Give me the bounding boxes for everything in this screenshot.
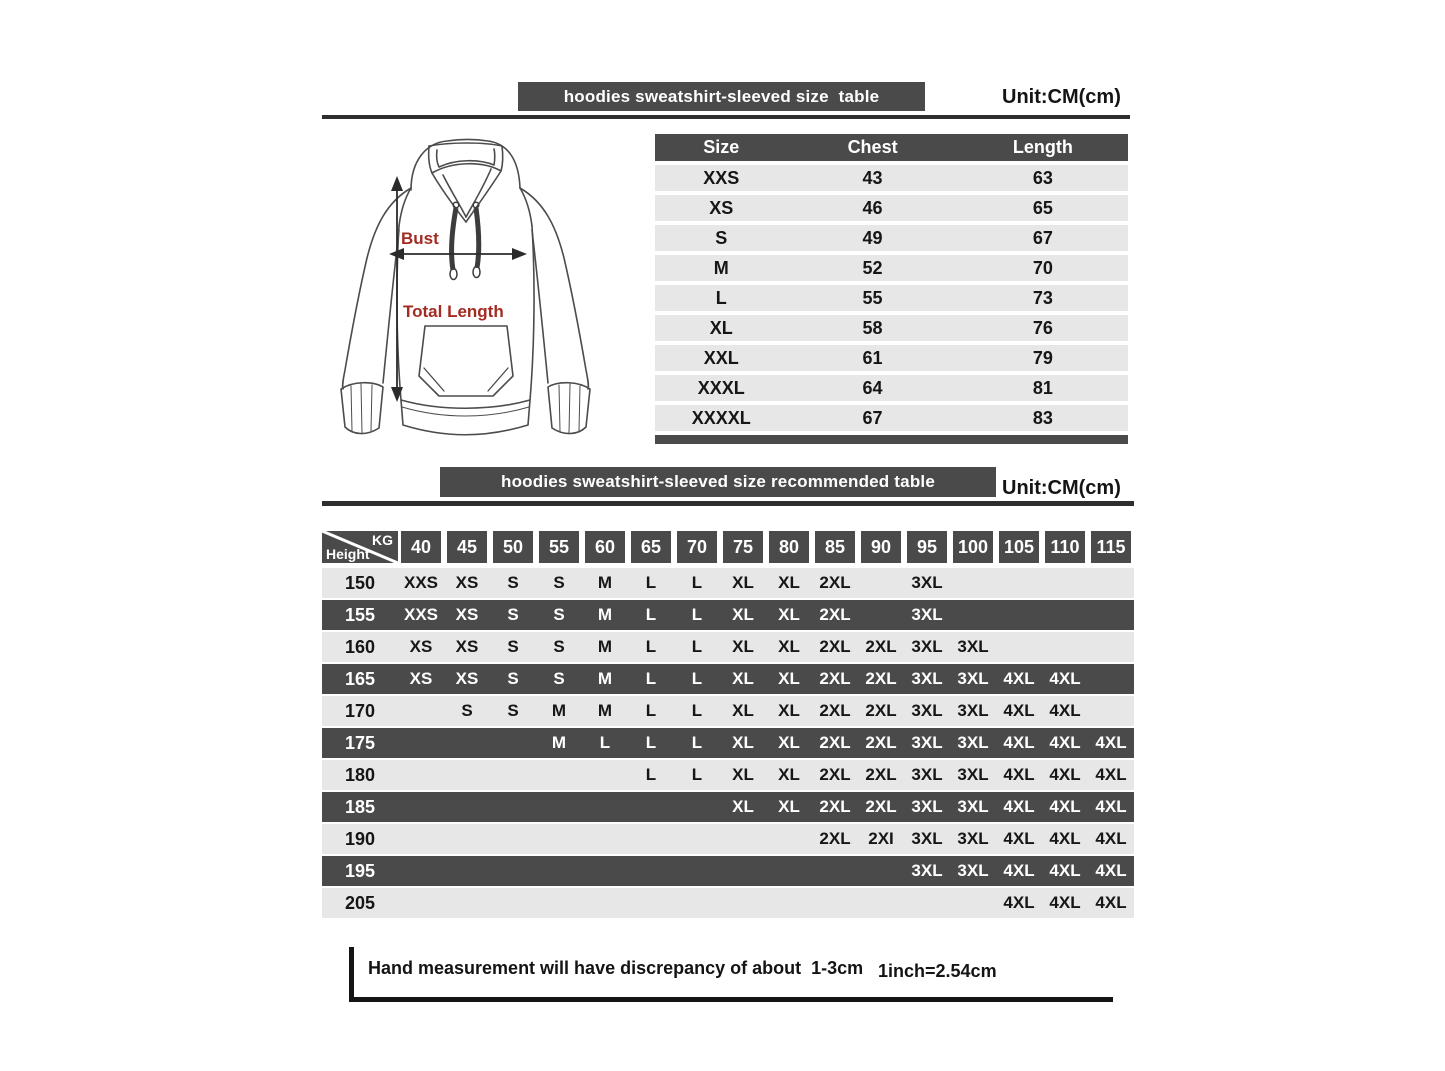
matrix-size-cell: M: [597, 573, 613, 592]
matrix-size-cell: XL: [778, 573, 800, 592]
matrix-height-label: 150: [344, 572, 376, 593]
matrix-size-cell: XL: [732, 637, 754, 656]
matrix-size-cell: 2XL: [819, 733, 851, 752]
matrix-body: [322, 568, 1134, 918]
matrix-row-height-165: [322, 664, 1134, 694]
matrix-size-cell: L: [645, 637, 657, 656]
size-table-cell-size: XXXL: [697, 377, 745, 398]
size-table-row: [655, 375, 1128, 401]
matrix-size-cell: XL: [778, 637, 800, 656]
recommended-table: [322, 531, 1134, 920]
matrix-size-cell: XL: [732, 701, 754, 720]
matrix-size-cell: S: [553, 605, 565, 624]
matrix-row-height-175: [322, 728, 1134, 758]
size-table-cell-chest: 43: [862, 167, 883, 188]
matrix-size-cell: M: [597, 701, 613, 720]
matrix-row-height-170: [322, 696, 1134, 726]
matrix-size-cell: L: [691, 637, 703, 656]
matrix-corner-cell: [322, 531, 398, 563]
matrix-height-label: 165: [344, 668, 376, 689]
matrix-size-cell: M: [597, 637, 613, 656]
weight-header-cell: 55: [539, 531, 579, 563]
size-table-cell-length: 73: [1032, 287, 1053, 308]
weight-header-cell: 80: [769, 531, 809, 563]
matrix-size-cell: 2XL: [865, 701, 897, 720]
size-table-row: [655, 255, 1128, 281]
matrix-size-cell: XL: [732, 573, 754, 592]
matrix-size-cell: 3XL: [911, 765, 943, 784]
matrix-size-cell: 4XL: [1095, 861, 1127, 880]
matrix-size-cell: 3XL: [911, 829, 943, 848]
matrix-size-cell: 2XL: [819, 829, 851, 848]
matrix-size-cell: XL: [778, 733, 800, 752]
matrix-size-cell: XL: [732, 797, 754, 816]
matrix-height-label: 170: [344, 700, 376, 721]
matrix-size-cell: L: [645, 605, 657, 624]
recommended-table-title-bar: [440, 467, 996, 497]
matrix-size-cell: XL: [732, 733, 754, 752]
size-column-header: Size: [703, 137, 740, 157]
size-table-cell-size: XXXXL: [691, 407, 751, 428]
matrix-size-cell: S: [507, 605, 519, 624]
weight-header-cell: 115: [1091, 531, 1131, 563]
size-table-cell-chest: 52: [862, 257, 883, 278]
matrix-size-cell: XL: [778, 701, 800, 720]
size-table-body: [655, 165, 1128, 431]
matrix-size-cell: L: [691, 765, 703, 784]
hoodie-outline: [341, 140, 590, 435]
weight-header-cell: 90: [861, 531, 901, 563]
chest-column-header: Chest: [847, 137, 898, 157]
matrix-size-cell: M: [597, 669, 613, 688]
size-table-row: [655, 405, 1128, 431]
matrix-size-cell: 4XL: [1095, 797, 1127, 816]
unit-label-1: Unit:CM(cm): [1002, 86, 1121, 108]
size-table-row: [655, 225, 1128, 251]
matrix-size-cell: XXS: [403, 573, 439, 592]
size-table-cell-size: XL: [709, 317, 733, 338]
size-table: [655, 134, 1128, 444]
size-table-row: [655, 315, 1128, 341]
matrix-height-label: 185: [344, 796, 376, 817]
matrix-height-label: 195: [344, 860, 376, 881]
size-table-row: [655, 195, 1128, 221]
size-table-row: [655, 165, 1128, 191]
size-table-title-bar: [518, 82, 925, 111]
size-table-cell-size: L: [715, 287, 727, 308]
measurement-note: Hand measurement will have discrepancy of about 1-3cm: [368, 958, 864, 978]
matrix-size-cell: XS: [455, 669, 479, 688]
matrix-size-cell: S: [553, 573, 565, 592]
size-table-cell-size: M: [713, 257, 729, 278]
matrix-size-cell: 2XL: [819, 797, 851, 816]
matrix-size-cell: S: [507, 573, 519, 592]
matrix-size-cell: 3XL: [957, 765, 989, 784]
matrix-size-cell: 2XL: [819, 765, 851, 784]
size-table-cell-length: 76: [1032, 317, 1053, 338]
matrix-size-cell: 2XL: [865, 765, 897, 784]
matrix-size-cell: 4XL: [1003, 893, 1035, 912]
size-table-cell-chest: 58: [862, 317, 883, 338]
weight-header-cell: 110: [1045, 531, 1085, 563]
matrix-size-cell: 3XL: [911, 573, 943, 592]
matrix-weight-header: [322, 531, 1134, 563]
matrix-size-cell: 4XL: [1049, 797, 1081, 816]
matrix-size-cell: 3XL: [911, 733, 943, 752]
matrix-height-label: 190: [344, 828, 376, 849]
matrix-size-cell: L: [645, 669, 657, 688]
unit-label-2: Unit:CM(cm): [1002, 477, 1121, 499]
matrix-size-cell: S: [553, 669, 565, 688]
divider-2: [322, 501, 1134, 506]
length-column-header: Length: [1012, 137, 1073, 157]
matrix-size-cell: 4XL: [1049, 829, 1081, 848]
bust-arrow: [389, 248, 527, 260]
matrix-height-label: 175: [344, 732, 376, 753]
footer-left-bar: [349, 947, 354, 1002]
matrix-size-cell: 4XL: [1095, 733, 1127, 752]
matrix-row-height-180: [322, 760, 1134, 790]
matrix-size-cell: XS: [455, 605, 479, 624]
size-table-cell-length: 65: [1032, 197, 1053, 218]
weight-header-cell: 70: [677, 531, 717, 563]
size-table-cell-size: XXS: [703, 167, 740, 188]
size-table-cell-chest: 67: [862, 407, 883, 428]
matrix-size-cell: 3XL: [957, 637, 989, 656]
weight-header-cell: 45: [447, 531, 487, 563]
matrix-size-cell: 2XL: [819, 669, 851, 688]
recommended-table-title: hoodies sweatshirt-sleeved size recommended table: [500, 472, 935, 491]
matrix-size-cell: 4XL: [1003, 861, 1035, 880]
matrix-size-cell: 4XL: [1095, 829, 1127, 848]
hoodie-measurement-diagram: [325, 130, 610, 460]
matrix-size-cell: XS: [455, 573, 479, 592]
matrix-size-cell: L: [691, 733, 703, 752]
matrix-size-cell: 2XL: [865, 733, 897, 752]
matrix-size-cell: XL: [732, 669, 754, 688]
matrix-height-label: 160: [344, 636, 376, 657]
matrix-size-cell: L: [645, 701, 657, 720]
matrix-row-height-195: [322, 856, 1134, 886]
matrix-size-cell: 4XL: [1003, 733, 1035, 752]
size-table-cell-chest: 61: [862, 347, 883, 368]
matrix-row-height-185: [322, 792, 1134, 822]
matrix-size-cell: 4XL: [1049, 701, 1081, 720]
inch-conversion-note: 1inch=2.54cm: [878, 961, 997, 981]
matrix-size-cell: 3XL: [957, 797, 989, 816]
matrix-size-cell: XL: [778, 765, 800, 784]
matrix-size-cell: S: [553, 637, 565, 656]
matrix-size-cell: 2XL: [819, 605, 851, 624]
matrix-size-cell: 3XL: [911, 605, 943, 624]
matrix-size-cell: L: [691, 605, 703, 624]
matrix-row-height-190: [322, 824, 1134, 854]
matrix-size-cell: M: [597, 605, 613, 624]
weight-header-cell: 50: [493, 531, 533, 563]
matrix-size-cell: 4XL: [1049, 765, 1081, 784]
matrix-size-cell: S: [461, 701, 473, 720]
matrix-height-label: 180: [344, 764, 376, 785]
matrix-size-cell: XL: [732, 605, 754, 624]
total-length-label: Total Length: [403, 302, 504, 321]
matrix-size-cell: XS: [409, 669, 433, 688]
size-table-cell-chest: 49: [862, 227, 883, 248]
size-table-cell-chest: 55: [862, 287, 883, 308]
matrix-size-cell: 4XL: [1003, 797, 1035, 816]
matrix-size-cell: 2XL: [865, 797, 897, 816]
matrix-size-cell: M: [551, 733, 567, 752]
size-table-cell-length: 79: [1032, 347, 1053, 368]
matrix-row-height-160: [322, 632, 1134, 662]
size-table-cell-length: 63: [1032, 167, 1053, 188]
size-table-cell-length: 67: [1032, 227, 1053, 248]
weight-header-cell: 105: [999, 531, 1039, 563]
matrix-size-cell: 3XL: [957, 861, 989, 880]
weight-header-cell: 75: [723, 531, 763, 563]
matrix-size-cell: 3XL: [911, 669, 943, 688]
matrix-size-cell: 4XL: [1049, 669, 1081, 688]
size-table-cell-length: 83: [1032, 407, 1053, 428]
matrix-size-cell: XXS: [403, 605, 439, 624]
matrix-height-label: 205: [344, 892, 376, 913]
matrix-size-cell: 3XL: [911, 701, 943, 720]
matrix-size-cell: 2XL: [819, 573, 851, 592]
matrix-size-cell: L: [645, 765, 657, 784]
matrix-size-cell: 2XL: [819, 701, 851, 720]
matrix-size-cell: XL: [778, 605, 800, 624]
size-table-cell-size: S: [715, 227, 728, 248]
matrix-size-cell: 2XL: [819, 637, 851, 656]
matrix-size-cell: 3XL: [957, 701, 989, 720]
matrix-size-cell: 3XL: [911, 797, 943, 816]
matrix-size-cell: 4XL: [1049, 861, 1081, 880]
height-label: Height: [326, 546, 370, 562]
matrix-size-cell: 3XL: [957, 669, 989, 688]
matrix-size-cell: 4XL: [1003, 669, 1035, 688]
matrix-size-cell: 3XL: [957, 829, 989, 848]
weight-header-cell: 85: [815, 531, 855, 563]
matrix-row-height-150: [322, 568, 1134, 598]
matrix-size-cell: L: [599, 733, 611, 752]
matrix-size-cell: 4XL: [1095, 893, 1127, 912]
size-table-cell-chest: 64: [862, 377, 883, 398]
matrix-size-cell: 4XL: [1003, 765, 1035, 784]
weight-header-cell: 60: [585, 531, 625, 563]
matrix-height-label: 155: [344, 604, 376, 625]
matrix-size-cell: 4XL: [1049, 893, 1081, 912]
matrix-size-cell: 4XL: [1095, 765, 1127, 784]
size-table-header: [655, 134, 1128, 161]
kg-label: KG: [372, 532, 393, 548]
size-table-row: [655, 345, 1128, 371]
matrix-size-cell: XL: [778, 669, 800, 688]
weight-header-cell: 95: [907, 531, 947, 563]
matrix-size-cell: XS: [455, 637, 479, 656]
weight-header-cell: 65: [631, 531, 671, 563]
matrix-size-cell: L: [645, 733, 657, 752]
matrix-size-cell: L: [691, 669, 703, 688]
divider-1: [322, 115, 1130, 119]
matrix-size-cell: XS: [409, 637, 433, 656]
matrix-size-cell: 4XL: [1003, 829, 1035, 848]
matrix-size-cell: S: [507, 637, 519, 656]
size-table-bottom-bar: [655, 435, 1128, 444]
size-table-row: [655, 285, 1128, 311]
matrix-size-cell: L: [691, 701, 703, 720]
matrix-size-cell: 3XL: [911, 637, 943, 656]
matrix-row-height-205: [322, 888, 1134, 918]
matrix-row-height-155: [322, 600, 1134, 630]
matrix-size-cell: 2XI: [868, 829, 894, 848]
matrix-size-cell: 3XL: [957, 733, 989, 752]
size-table-cell-size: XXL: [703, 347, 739, 368]
matrix-size-cell: 2XL: [865, 637, 897, 656]
size-table-title: hoodies sweatshirt-sleeved size table: [563, 86, 880, 106]
matrix-size-cell: S: [507, 669, 519, 688]
weight-header-cell: 40: [401, 531, 441, 563]
matrix-size-cell: L: [691, 573, 703, 592]
weight-header-cell: 100: [953, 531, 993, 563]
matrix-size-cell: XL: [778, 797, 800, 816]
footer-bottom-bar: [349, 997, 1113, 1002]
matrix-size-cell: 2XL: [865, 669, 897, 688]
matrix-size-cell: S: [507, 701, 519, 720]
size-table-cell-length: 81: [1032, 377, 1053, 398]
matrix-size-cell: L: [645, 573, 657, 592]
matrix-size-cell: XL: [732, 765, 754, 784]
matrix-size-cell: 4XL: [1003, 701, 1035, 720]
size-table-cell-size: XS: [709, 197, 734, 218]
size-table-cell-chest: 46: [862, 197, 883, 218]
size-table-cell-length: 70: [1032, 257, 1053, 278]
bust-label: Bust: [401, 229, 439, 248]
matrix-size-cell: M: [551, 701, 567, 720]
matrix-size-cell: 3XL: [911, 861, 943, 880]
matrix-size-cell: 4XL: [1049, 733, 1081, 752]
